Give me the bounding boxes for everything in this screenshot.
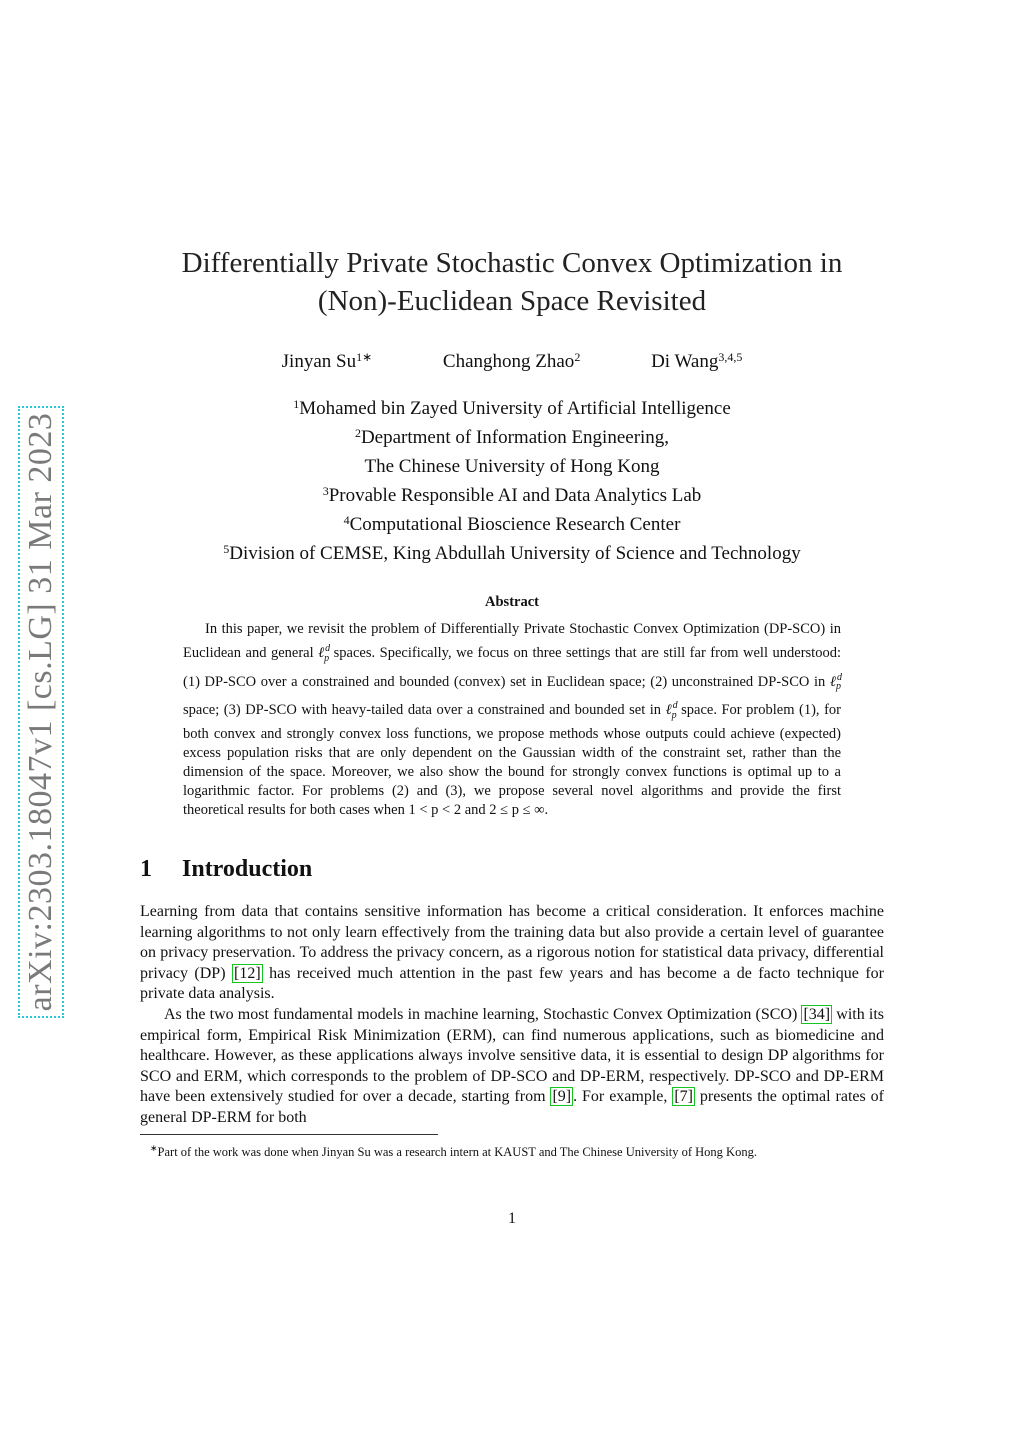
- citation-link[interactable]: [34]: [803, 1006, 831, 1023]
- author: Changhong Zhao$^2$: [442, 350, 581, 372]
- arxiv-identifier: arXiv:2303.18047v1 [cs.LG] 31 Mar 2023: [22, 412, 59, 1012]
- section-heading: [140, 856, 312, 883]
- affiliation-line: The Chinese University of Hong Kong: [364, 456, 660, 477]
- title-line-2: (Non)-Euclidean Space Revisited: [317, 285, 707, 317]
- author: Di Wang$^{3,4,5}$: [651, 350, 743, 372]
- citation-link[interactable]: [7]: [674, 1088, 693, 1106]
- citation-link[interactable]: [12]: [233, 964, 261, 982]
- arxiv-stamp: [18, 406, 64, 1018]
- affiliation-line: $^1$Mohamed bin Zayed University of Artificial Intelligence: [293, 397, 731, 419]
- section-number: 1: [140, 856, 152, 882]
- citation-link[interactable]: [9]: [552, 1088, 572, 1106]
- page-number: 1: [508, 1210, 516, 1227]
- affiliation-line: $^5$Division of CEMSE, King Abdullah University of Science and Technology: [223, 542, 801, 564]
- abstract-body: In this paper, we revisit the problem of Differentially Private Stochastic Convex Optimization (DP-SCO) in Euclidean and general ℓ$^d_p$ spaces. Specifically, we focus on three settings that are still far from well understood: (1) DP-SCO over a constrained and bounded (convex) set in Euclidean space; (2) unconstrained DP-SCO in ℓ$^d_p$ space; (3) DP-SCO with heavy-tailed data over a constrained and bounded set in ℓ$^d_p$ space. For problem (1), for both convex and strongly convex loss functions, we propose methods whose outputs could achieve (expected) excess population risks that are only dependent on the Gaussian width of the constraint set, rather than the dimension of the space. Moreover, we also show the bound for strongly convex functions is optimal up to a logarithmic factor. For problems (2) and (3), we propose several novel algorithms and provide the first theoretical results for both cases when 1 < p < 2 and 2 ≤ p ≤ ∞.: [183, 621, 842, 819]
- section-title: Introduction: [182, 856, 313, 882]
- author: Jinyan $Su^{1∗}$: [281, 350, 373, 372]
- paper-title: [120, 244, 904, 320]
- affiliation-line: $^3$Provable Responsible AI and Data Analytics Lab: [322, 484, 702, 506]
- affiliations: [120, 392, 904, 566]
- title-line-1: Differentially Private Stochastic Convex Optimization in: [181, 247, 843, 279]
- footnote: ∗Part of the work was done when Jinyan Su was a research intern at KAUST and The Chinese University of Hong Kong.: [150, 1143, 757, 1160]
- footnote-rule: [140, 1134, 438, 1135]
- affiliation-line: $^2$Department of Information Engineering,: [354, 426, 670, 448]
- author-list: [120, 350, 904, 373]
- intro-paragraph-2: As the two most fundamental models in machine learning, Stochastic Convex Optimization (SCO) [34] with its empirical form, Empirical Risk Minimization (ERM), can find numerous applications, such as biomedicine and healthcare. However, as these applications always involve sensitive data, it is essential to design DP algorithms for SCO and ERM, which corresponds to the problem of DP-SCO and DP-ERM, respectively. DP-SCO and DP-ERM have been extensively studied for over a decade, starting from [9] . For example, [7] presents the optimal rates of general DP-ERM for both: [140, 1006, 884, 1126]
- abstract-heading: Abstract: [485, 594, 539, 610]
- affiliation-line: $^4$Computational Bioscience Research Center: [343, 513, 681, 535]
- intro-paragraph-1: Learning from data that contains sensitive information has become a critical consideration. It enforces machine learning algorithms to not only learn effectively from the training data but also provide a certain level of guarantee on privacy preservation. To address the privacy concern, as a rigorous notion for statistical data privacy, differential privacy (DP) [12] has received much attention in the past few years and has become a de facto technique for private data analysis.: [140, 903, 884, 1003]
